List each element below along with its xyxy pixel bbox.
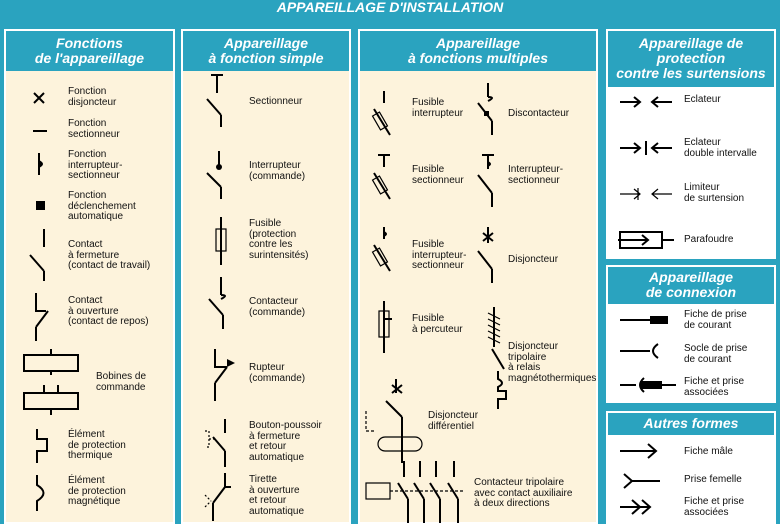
tirette-icon <box>203 473 235 521</box>
socle-prise-icon <box>620 343 670 359</box>
item-label: Eclateur double intervalle <box>684 137 757 159</box>
rupteur-icon <box>205 349 237 401</box>
panel-title: Fonctions de l'appareillage <box>6 31 173 71</box>
item-label: Contact à ouverture (contact de repos) <box>68 295 149 327</box>
item-label: Fusible interrupteur- sectionneur <box>412 239 467 271</box>
panel-fonctions-multiples <box>358 29 598 524</box>
panel-autres-formes <box>606 411 776 524</box>
item-label: Interrupteur (commande) <box>249 160 306 182</box>
declenchement-symbol-icon <box>36 201 46 211</box>
panel-title: Appareillage de connexion <box>608 267 774 304</box>
item-label: Contact à fermeture (contact de travail) <box>68 239 151 271</box>
item-label: Bobines de commande <box>96 371 147 393</box>
item-label: Interrupteur- sectionneur <box>508 164 564 186</box>
panel-fonctions <box>4 29 175 524</box>
sectionneur-icon <box>205 75 231 127</box>
disjoncteur-symbol-icon <box>32 91 46 105</box>
item-label: Contacteur tripolaire avec contact auxiliaire à deux directions <box>474 477 573 509</box>
relais-icon <box>486 349 510 409</box>
fusible-interrupteur-icon <box>370 91 396 139</box>
item-label: Fusible à percuteur <box>412 313 463 335</box>
fiche-prise-icon <box>620 315 670 325</box>
panel-fonction-simple <box>181 29 351 524</box>
panel-title: Appareillage à fonctions multiples <box>360 31 596 71</box>
contact-ouverture-icon <box>26 293 52 341</box>
discontacteur-icon <box>474 83 500 135</box>
item-label: Élément de protection thermique <box>68 429 126 461</box>
item-label: Tirette à ouverture et retour automatique <box>249 474 305 517</box>
parafoudre-icon <box>618 231 674 249</box>
contacteur-tripolaire-icon <box>364 461 474 523</box>
prise-femelle-icon <box>620 473 660 489</box>
contacteur-icon <box>205 277 231 329</box>
fusible-percuteur-icon <box>376 301 394 353</box>
bobines-icon <box>22 349 82 415</box>
item-label: Parafoudre <box>684 234 734 245</box>
item-label: Fonction déclenchement automatique <box>68 190 136 222</box>
item-label: Limiteur de surtension <box>684 182 745 204</box>
fusible-sectionneur-icon <box>370 155 396 203</box>
item-label: Disjoncteur <box>508 254 559 265</box>
item-label: Fonction sectionneur <box>68 118 120 140</box>
fiche-male-icon <box>620 443 660 459</box>
item-label: Sectionneur <box>249 96 303 107</box>
item-label: Eclateur <box>684 94 721 105</box>
interrupteur-sectionneur-symbol-icon <box>36 153 50 175</box>
fiche-prise-associees-alt-icon <box>620 499 660 515</box>
item-label: Fiche et prise associées <box>684 496 745 518</box>
panel-title: Appareillage de protection contre les surtensions <box>608 31 774 87</box>
item-label: Contacteur (commande) <box>249 296 306 318</box>
fiche-prise-associees-icon <box>620 377 676 393</box>
bouton-poussoir-icon <box>203 419 235 467</box>
protection-magnetique-icon <box>34 475 54 511</box>
disjoncteur-icon <box>474 227 500 283</box>
limiteur-icon <box>618 187 674 201</box>
panel-connexion <box>606 265 776 403</box>
item-label: Prise femelle <box>684 474 742 485</box>
panel-title: Appareillage à fonction simple <box>183 31 349 71</box>
item-label: Fiche et prise associées <box>684 376 745 398</box>
item-label: Fiche de prise de courant <box>684 309 747 331</box>
disjoncteur-differentiel-icon <box>364 379 426 463</box>
eclateur-double-icon <box>618 141 674 155</box>
item-label: Rupteur (commande) <box>249 362 306 384</box>
fusible-icon <box>215 217 227 265</box>
item-label: Socle de prise de courant <box>684 343 748 365</box>
main-title: APPAREILLAGE D'INSTALLATION <box>0 0 780 20</box>
item-label: Discontacteur <box>508 108 570 119</box>
eclateur-icon <box>618 95 674 109</box>
interrupteur-icon <box>205 151 231 199</box>
item-label: Fusible interrupteur <box>412 97 464 119</box>
protection-thermique-icon <box>34 429 54 463</box>
item-label: Fonction interrupteur- sectionneur <box>68 149 123 181</box>
interrupteur-sectionneur-icon <box>474 155 500 207</box>
item-label: Disjoncteur différentiel <box>428 410 479 432</box>
item-label: Fusible (protection contre les surintensités) <box>249 218 309 261</box>
item-label: Disjoncteur tripolaire à relais magnétothermiques <box>508 341 597 384</box>
item-label: Élément de protection magnétique <box>68 475 126 507</box>
panel-title: Autres formes <box>608 413 774 435</box>
contact-fermeture-icon <box>26 229 50 281</box>
item-label: Bouton-poussoir à fermeture et retour automatique <box>249 420 322 463</box>
sectionneur-symbol-icon <box>32 129 48 133</box>
item-label: Fonction disjoncteur <box>68 86 117 108</box>
item-label: Fiche mâle <box>684 446 733 457</box>
panel-surtensions <box>606 29 776 259</box>
fusible-interrupteur-sectionneur-icon <box>370 227 396 275</box>
item-label: Fusible sectionneur <box>412 164 464 186</box>
